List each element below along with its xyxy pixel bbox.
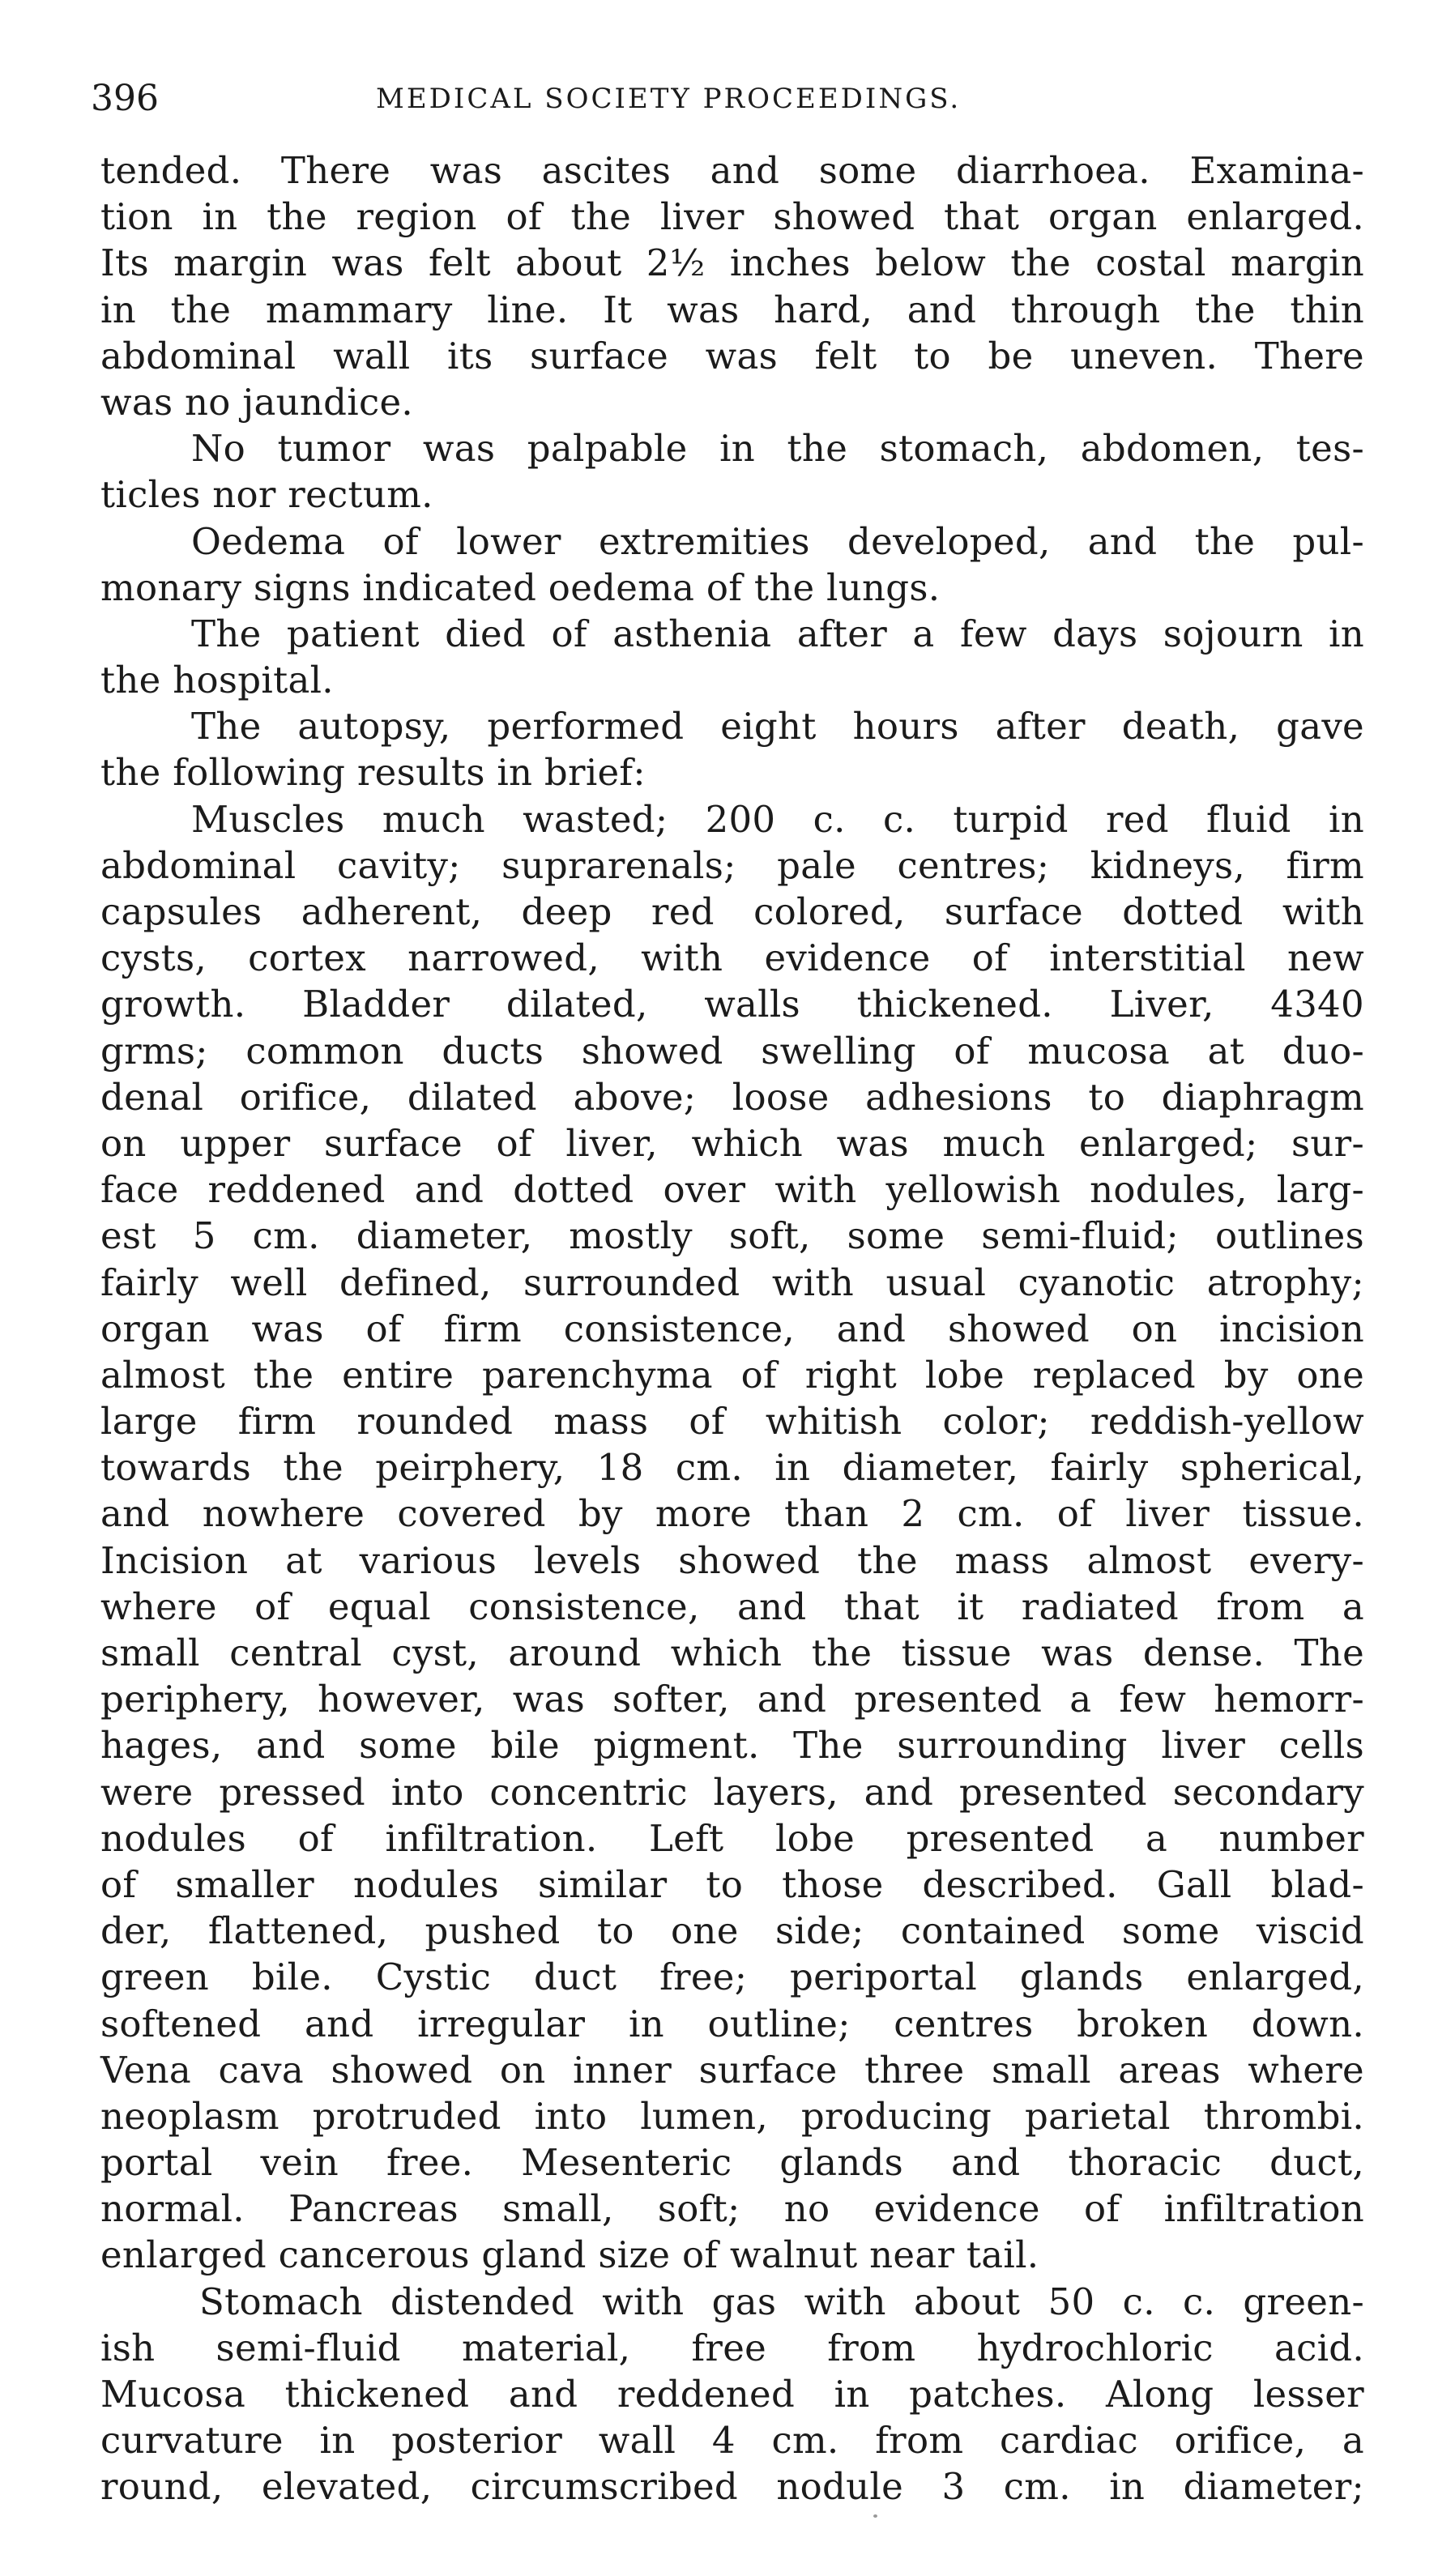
text-line: face reddened and dotted over with yellowish nodules, larg- [100, 1168, 1364, 1212]
text-line: grms; common ducts showed swelling of mucosa at duo- [100, 1029, 1364, 1073]
text-line: of smaller nodules similar to those described. Gall blad- [100, 1862, 1364, 1906]
text-line: Incision at various levels showed the mass almost every- [100, 1538, 1364, 1582]
text-line: ish semi-fluid material, free from hydrochloric acid. [100, 2326, 1364, 2369]
text-line: capsules adherent, deep red colored, surface dotted with [100, 890, 1364, 933]
print-speck [873, 2514, 877, 2518]
text-line: tion in the region of the liver showed that organ enlarged. [100, 195, 1364, 239]
text-line: neoplasm protruded into lumen, producing parietal thrombi. [100, 2094, 1364, 2138]
text-line: der, flattened, pushed to one side; contained some viscid [100, 1909, 1364, 1953]
text-line: towards the peirphery, 18 cm. in diameter, fairly spherical, [100, 1446, 1364, 1490]
text-line: on upper surface of liver, which was much enlarged; sur- [100, 1121, 1364, 1165]
text-line: denal orifice, dilated above; loose adhesions to diaphragm [100, 1075, 1364, 1119]
text-line: ticles nor rectum. [100, 473, 433, 517]
text-line: organ was of firm consistence, and showed on incision [100, 1307, 1364, 1350]
text-line: large firm rounded mass of whitish color; reddish-yellow [100, 1400, 1364, 1444]
body-text [100, 147, 1364, 2510]
paragraph-start-line: Oedema of lower extremities developed, and the pul- [191, 519, 1364, 563]
paragraph-start-line: The autopsy, performed eight hours after death, gave [191, 705, 1364, 748]
text-line: tended. There was ascites and some diarrhoea. Examina- [100, 149, 1364, 192]
text-line: portal vein free. Mesenteric glands and thoracic duct, [100, 2141, 1364, 2185]
text-line: growth. Bladder dilated, walls thickened. Liver, 4340 [100, 983, 1364, 1026]
text-line: green bile. Cystic duct free; periportal glands enlarged, [100, 1955, 1364, 1999]
page-number: 396 [91, 78, 159, 119]
text-line: and nowhere covered by more than 2 cm. of liver tissue. [100, 1492, 1364, 1536]
paragraph-start-line: The patient died of asthenia after a few days sojourn in [191, 612, 1364, 655]
text-line: where of equal consistence, and that it radiated from a [100, 1584, 1364, 1628]
text-line: fairly well defined, surrounded with usual cyanotic atrophy; [100, 1260, 1364, 1304]
text-line: was no jaundice. [100, 380, 414, 424]
text-line: monary signs indicated oedema of the lungs. [100, 565, 941, 609]
running-title: MEDICAL SOCIETY PROCEEDINGS. [376, 83, 962, 115]
text-line: Vena cava showed on inner surface three small areas where [100, 2048, 1364, 2092]
text-line: hages, and some bile pigment. The surrounding liver cells [100, 1724, 1364, 1768]
text-line: nodules of infiltration. Left lobe presented a number [100, 1816, 1364, 1860]
text-line: curvature in posterior wall 4 cm. from cardiac orifice, a [100, 2419, 1364, 2463]
text-line: abdominal cavity; suprarenals; pale centres; kidneys, firm [100, 843, 1364, 887]
text-line: abdominal wall its surface was felt to be uneven. There [100, 334, 1364, 377]
text-line: almost the entire parenchyma of right lobe replaced by one [100, 1353, 1364, 1397]
text-line: enlarged cancerous gland size of walnut near tail. [100, 2233, 1039, 2277]
text-line: were pressed into concentric layers, and presented secondary [100, 1770, 1364, 1814]
paragraph-start-line: No tumor was palpable in the stomach, abdomen, tes- [191, 427, 1364, 471]
text-line: cysts, cortex narrowed, with evidence of interstitial new [100, 936, 1364, 980]
text-line: Its margin was felt about 2½ inches below the costal margin [100, 241, 1364, 285]
text-line: small central cyst, around which the tissue was dense. The [100, 1631, 1364, 1674]
text-line: the following results in brief: [100, 751, 646, 795]
paragraph-start-line: Stomach distended with gas with about 50 c. c. green- [199, 2280, 1364, 2323]
paragraph-start-line: Muscles much wasted; 200 c. c. turpid red fluid in [191, 797, 1364, 841]
text-line: est 5 cm. diameter, mostly soft, some semi-fluid; outlines [100, 1214, 1364, 1258]
text-line: the hospital. [100, 659, 334, 702]
text-line: softened and irregular in outline; centres broken down. [100, 2002, 1364, 2045]
text-line: in the mammary line. It was hard, and through the thin [100, 288, 1364, 331]
text-line: Mucosa thickened and reddened in patches. Along lesser [100, 2373, 1364, 2416]
text-line: normal. Pancreas small, soft; no evidence of infiltration [100, 2187, 1364, 2231]
text-line: periphery, however, was softer, and presented a few hemorr- [100, 1678, 1364, 1721]
text-line: round, elevated, circumscribed nodule 3 cm. in diameter; [100, 2465, 1364, 2509]
running-head [91, 75, 1379, 123]
